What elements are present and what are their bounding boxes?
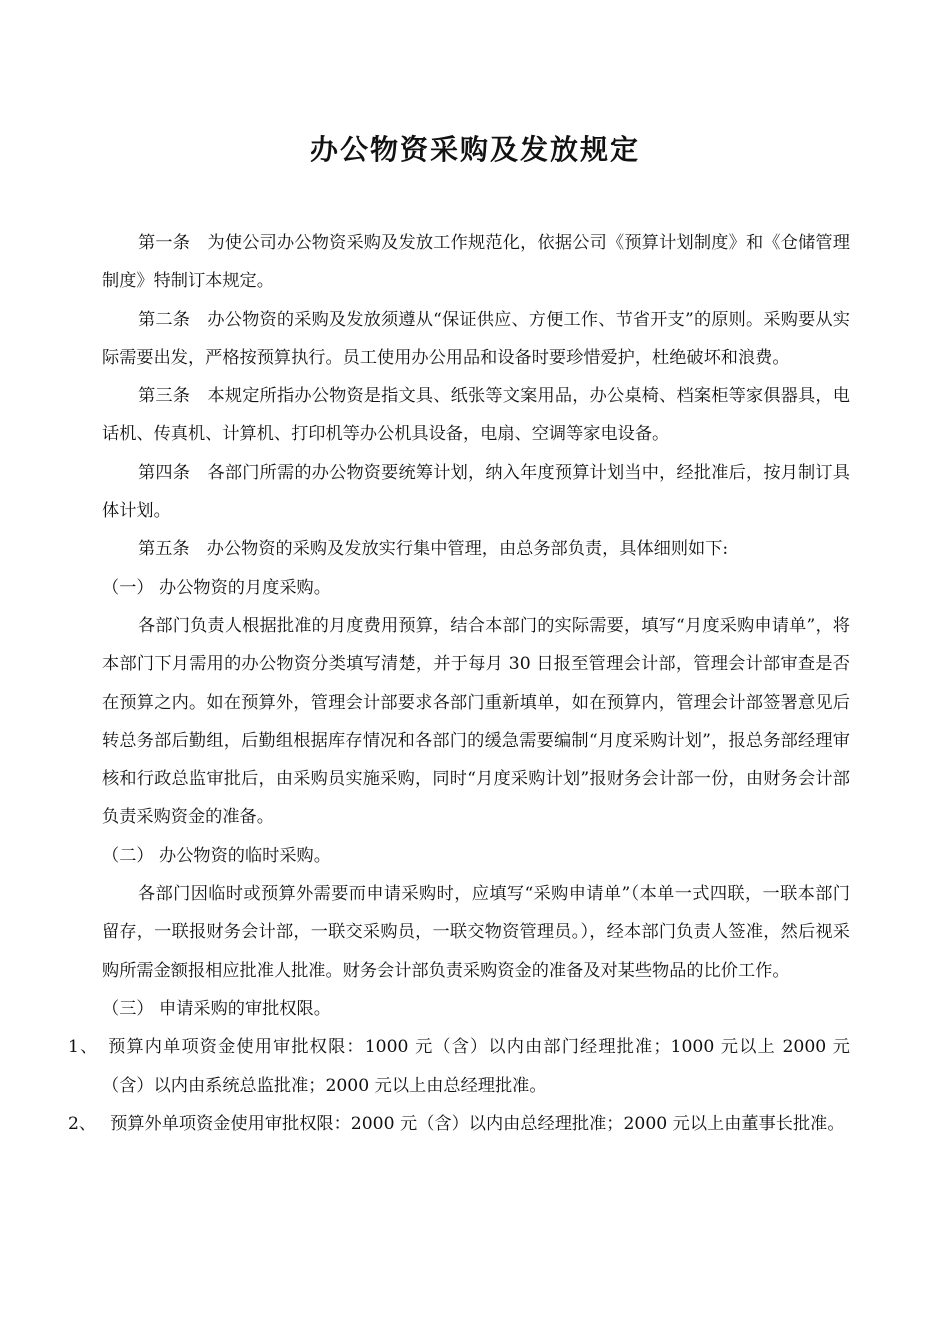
article-4: 第四条 各部门所需的办公物资要统筹计划，纳入年度预算计划当中，经批准后，按月制订具体计划。	[102, 462, 850, 522]
article-3: 第三条 本规定所指办公物资是指文具、纸张等文案用品，办公桌椅、档案柜等家俱器具，电话机、传真机、计算机、打印机等办公机具设备，电扇、空调等家电设备。	[102, 386, 850, 445]
section-heading-monthly: （一） 办公物资的月度采购。	[102, 577, 331, 598]
article-1: 第一条 为使公司办公物资采购及发放工作规范化，依据公司《预算计划制度》和《仓储管理制度》特制订本规定。	[102, 233, 850, 292]
article-2: 第二条 办公物资的采购及发放须遵从“保证供应、方便工作、节省开支”的原则。采购要从实际需要出发，严格按预算执行。员工使用办公用品和设备时要珍惜爱护，杜绝破坏和浪费。	[102, 309, 850, 368]
approval-item-2: 2、 预算外单项资金使用审批权限：2000 元（含）以内由总经理批准；2000 元以上由董事长批准。	[68, 1113, 845, 1134]
approval-item-1: 1、 预算内单项资金使用审批权限：1000 元（含）以内由部门经理批准；1000 元以上 2000 元（含）以内由系统总监批准；2000 元以上由总经理批准。	[68, 1037, 850, 1096]
document-body	[68, 224, 850, 1143]
section-body-monthly: 各部门负责人根据批准的月度费用预算，结合本部门的实际需要，填写“月度采购申请单”，将本部门下月需用的办公物资分类填写清楚，并于每月 30 日报至管理会计部，管理会计部审查是否在预算之内。如在预算外，管理会计部要求各部门重新填单，如在预算内，管理会计部签署意见后转总务部后勤组，后勤组根据库存情况和各部门的缓急需要编制“月度采购计划”，报总务部经理审核和行政总监审批后，由采购员实施采购，同时“月度采购计划”报财务会计部一份，由财务会计部负责采购资金的准备。	[102, 615, 850, 828]
section-heading-temporary: （二） 办公物资的临时采购。	[102, 845, 331, 866]
section-heading-approval: （三） 申请采购的审批权限。	[102, 998, 331, 1019]
document-title: 办公物资采购及发放规定	[309, 133, 640, 166]
section-body-temporary: 各部门因临时或预算外需要而申请采购时，应填写“采购申请单”（本单一式四联，一联本部门留存，一联报财务会计部，一联交采购员，一联交物资管理员。），经本部门负责人签准，然后视采购所需金额报相应批准人批准。财务会计部负责采购资金的准备及对某些物品的比价工作。	[102, 884, 850, 981]
article-5: 第五条 办公物资的采购及发放实行集中管理，由总务部负责，具体细则如下:	[138, 539, 729, 560]
